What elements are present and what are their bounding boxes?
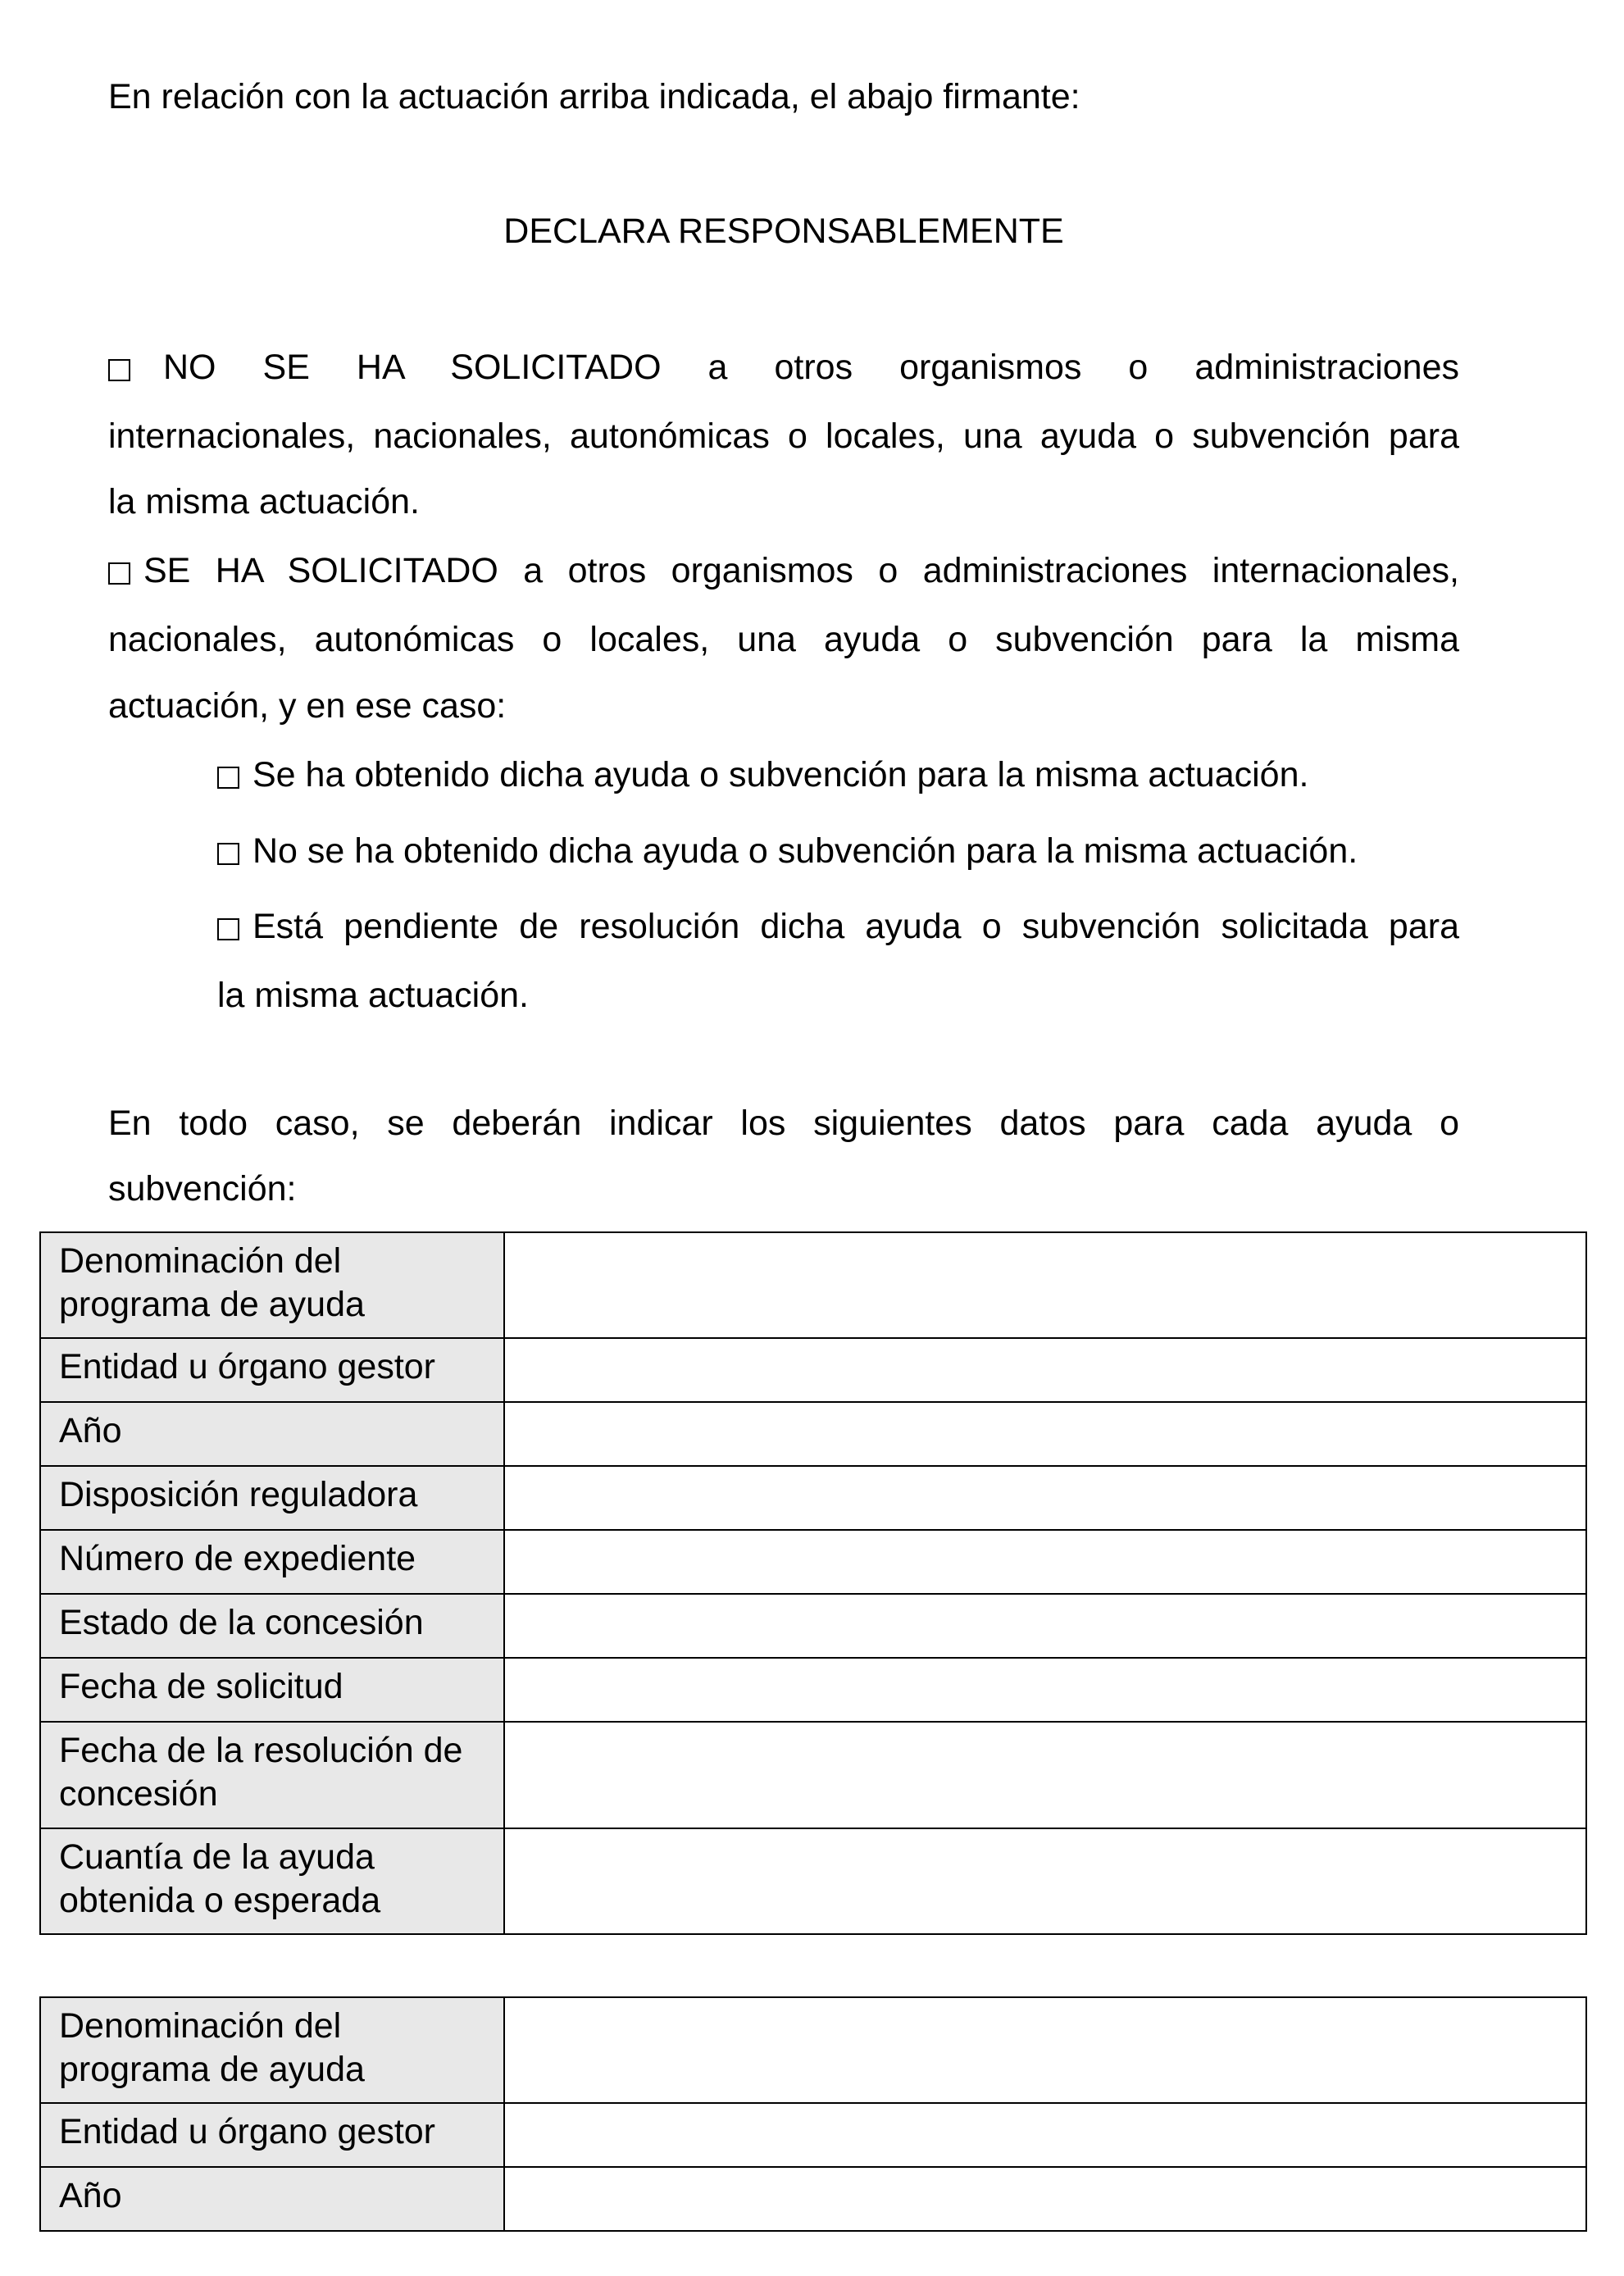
option-yes-solicitado: [108, 548, 1459, 594]
note-line1: En todo caso, se deberán indicar los siguientes datos para cada ayuda o: [108, 1104, 1459, 1143]
sub-obtained-checkbox[interactable]: [217, 767, 239, 789]
sub-not-obtained-label: No se ha obtenido dicha ayuda o subvención para la misma actuación.: [252, 831, 1358, 871]
field-label-programa: Denominación del programa de ayuda: [40, 1997, 504, 2103]
field-value-expediente[interactable]: [504, 1530, 1586, 1594]
table-row: [40, 1338, 1586, 1402]
sub-option-pending: [217, 904, 1459, 949]
field-value-fecha-solicitud[interactable]: [504, 1658, 1586, 1722]
field-value-ano[interactable]: [504, 2167, 1586, 2231]
option-yes-line3: actuación, y en ese caso:: [108, 686, 507, 726]
field-label-entidad: Entidad u órgano gestor: [40, 2103, 504, 2167]
field-label-fecha-resolucion: Fecha de la resolución de concesión: [40, 1722, 504, 1828]
option-no-solicitado: [108, 344, 1459, 390]
field-label-disposicion: Disposición reguladora: [40, 1466, 504, 1530]
table-row: [40, 1594, 1586, 1658]
aid-table-1: [39, 1231, 1587, 1935]
option-no-checkbox[interactable]: [108, 359, 130, 381]
table-row: [40, 1658, 1586, 1722]
field-label-ano: Año: [40, 2167, 504, 2231]
field-value-programa[interactable]: [504, 1997, 1586, 2103]
field-value-cuantia[interactable]: [504, 1828, 1586, 1934]
option-no-line2: internacionales, nacionales, autonómicas o locales, una ayuda o subvención para: [108, 417, 1459, 456]
field-value-ano[interactable]: [504, 1402, 1586, 1466]
intro-text: En relación con la actuación arriba indicada, el abajo firmante:: [108, 77, 1080, 116]
sub-option-obtained: [217, 752, 1308, 798]
field-value-entidad[interactable]: [504, 1338, 1586, 1402]
field-label-programa: Denominación del programa de ayuda: [40, 1232, 504, 1338]
field-label-ano: Año: [40, 1402, 504, 1466]
field-label-entidad: Entidad u órgano gestor: [40, 1338, 504, 1402]
table-row: [40, 1530, 1586, 1594]
sub-pending-checkbox[interactable]: [217, 918, 239, 940]
table-row: [40, 1402, 1586, 1466]
sub-option-not-obtained: [217, 828, 1358, 874]
field-value-estado[interactable]: [504, 1594, 1586, 1658]
table-row: [40, 2103, 1586, 2167]
table-row: [40, 1466, 1586, 1530]
table-row: [40, 1828, 1586, 1934]
field-label-cuantia: Cuantía de la ayuda obtenida o esperada: [40, 1828, 504, 1934]
field-label-estado: Estado de la concesión: [40, 1594, 504, 1658]
field-value-entidad[interactable]: [504, 2103, 1586, 2167]
table-row: [40, 2167, 1586, 2231]
field-label-expediente: Número de expediente: [40, 1530, 504, 1594]
sub-pending-label: Está pendiente de resolución dicha ayuda o subvención solicitada para: [252, 907, 1459, 946]
sub-pending-line2: la misma actuación.: [217, 976, 529, 1015]
sub-obtained-label: Se ha obtenido dicha ayuda o subvención para la misma actuación.: [252, 755, 1309, 794]
option-no-line3: la misma actuación.: [108, 482, 420, 521]
sub-not-obtained-checkbox[interactable]: [217, 843, 239, 865]
declaration-heading: DECLARA RESPONSABLEMENTE: [503, 212, 1064, 251]
field-value-disposicion[interactable]: [504, 1466, 1586, 1530]
aid-table-2: [39, 1996, 1587, 2232]
option-no-line1: NO SE HA SOLICITADO a otros organismos o administraciones: [163, 348, 1459, 387]
field-label-fecha-solicitud: Fecha de solicitud: [40, 1658, 504, 1722]
table-row: [40, 1997, 1586, 2103]
option-yes-line2: nacionales, autonómicas o locales, una ayuda o subvención para la misma: [108, 620, 1459, 659]
note-line2: subvención:: [108, 1169, 297, 1209]
table-row: [40, 1722, 1586, 1828]
field-value-programa[interactable]: [504, 1232, 1586, 1338]
table-row: [40, 1232, 1586, 1338]
option-yes-line1: SE HA SOLICITADO a otros organismos o administraciones internacionales,: [143, 551, 1459, 590]
field-value-fecha-resolucion[interactable]: [504, 1722, 1586, 1828]
option-yes-checkbox[interactable]: [108, 562, 130, 585]
